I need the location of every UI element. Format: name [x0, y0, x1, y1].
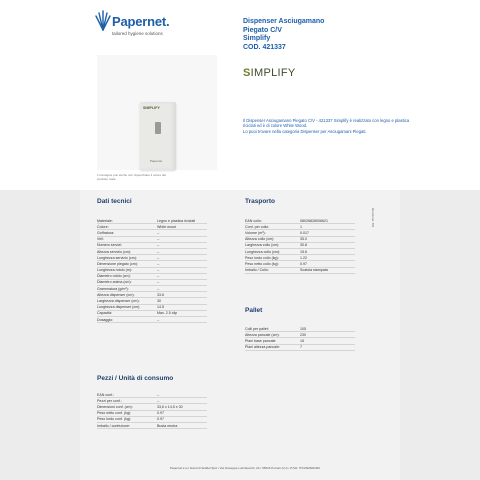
spec-label: Peso lordo collo (kg): — [245, 255, 279, 260]
dispenser-logo: SIMPLIFY — [143, 106, 160, 110]
spec-label: EAN collo: — [245, 218, 262, 223]
spec-value: -- — [157, 243, 160, 248]
trasporto-table — [245, 218, 355, 274]
spec-value: 7 — [300, 345, 302, 350]
spec-value: 230 — [300, 332, 306, 337]
product-code: COD. 421337 — [243, 43, 286, 51]
spec-value: -- — [157, 261, 160, 266]
brand-name: Papernet. — [112, 14, 170, 29]
title-line: Simplify — [243, 35, 271, 42]
spec-value: -- — [157, 274, 160, 279]
simplify-logo-text: IMPLIFY — [250, 67, 296, 79]
pezzi-title: Pezzi / Unità di consumo — [97, 375, 174, 382]
dati-tecnici-title: Dati tecnici — [97, 198, 132, 205]
sunburst-icon — [94, 10, 112, 32]
spec-value: -- — [157, 317, 160, 322]
spec-label: Lunghezza dispenser (cm): — [97, 305, 141, 310]
spec-label: Piani base pancale: — [245, 338, 277, 343]
papernet-logo — [94, 10, 204, 50]
pallet-table — [245, 326, 355, 351]
spec-label: Numero servizi: — [97, 243, 122, 248]
spec-value: -- — [157, 255, 160, 260]
spec-value: 33,6 x 14,5 x 30 — [157, 404, 183, 409]
spec-label: Altezza pancale (cm): — [245, 332, 280, 337]
spec-label: Colore: — [97, 224, 109, 229]
pezzi-table — [97, 392, 207, 429]
spec-label: Peso netto collo (kg): — [245, 261, 279, 266]
spec-value: -- — [157, 268, 160, 273]
spec-label: Grammatura (g/m²): — [97, 286, 129, 291]
spec-label: Dimensione piegato (cm): — [97, 261, 138, 266]
product-title — [243, 18, 423, 52]
spec-label: Peso netto conf. (kg): — [97, 411, 132, 416]
spec-label: Altezza collo (cm): — [245, 237, 275, 242]
spec-label: Lunghezza servizio (cm): — [97, 255, 137, 260]
dispenser-image — [140, 102, 176, 170]
spec-label: Dosaggio: — [97, 317, 114, 322]
spec-value: 0.017 — [300, 230, 309, 235]
spec-label: Diametro rotolo (cm): — [97, 274, 131, 279]
spec-value: -- — [157, 392, 160, 397]
spec-value: -- — [157, 230, 160, 235]
spec-row — [97, 317, 207, 323]
spec-label: Goffratura: — [97, 230, 115, 235]
spec-value: 1.22 — [300, 255, 307, 260]
spec-value: 1 — [300, 224, 302, 229]
product-header — [0, 0, 480, 190]
spec-value: 30 — [157, 299, 161, 304]
spec-label: Lunghezza collo (cm): — [245, 249, 281, 254]
spec-label: Altezza servizio (cm): — [97, 249, 132, 254]
page-footer: Papernet è un brand di Sofidel SpA • Via Giuseppe Lazzareschi, 23 • 55016 Porcari (LU) • P.IVA: IT01392600462 — [170, 466, 320, 470]
spec-value: -- — [157, 237, 160, 242]
spec-row — [245, 268, 355, 274]
spec-value: 33.6 — [157, 292, 164, 297]
spec-label: Conf. per collo: — [245, 224, 270, 229]
spec-value: 35.0 — [300, 237, 307, 242]
spec-label: Larghezza collo (cm): — [245, 243, 280, 248]
spec-label: EAN conf.: — [97, 392, 115, 397]
spec-label: Colli per pallet: — [245, 326, 269, 331]
simplify-line-logo — [243, 67, 296, 79]
spec-label: Imballo / confezione: — [97, 423, 130, 428]
spec-row — [97, 423, 207, 429]
description-paragraph: Lo puoi trovare nella categoria Dispenser per Asciugamani Piegati. — [243, 128, 367, 134]
dati-tecnici-table — [97, 218, 207, 323]
spec-value: Max. 2.5 clip — [157, 311, 178, 316]
spec-value: 30.8 — [300, 243, 307, 248]
spec-value: 14.5 — [157, 305, 164, 310]
spec-value: Legno e plastica riciclati — [157, 218, 196, 223]
dispenser-brand: Papernet — [150, 159, 163, 163]
spec-value: -- — [157, 398, 160, 403]
product-photo — [97, 55, 217, 170]
spec-label: Capacità: — [97, 311, 113, 316]
spec-value: 15 — [300, 338, 304, 343]
spec-value: Busta neutra — [157, 423, 178, 428]
spec-value: -- — [157, 249, 160, 254]
pallet-title: Pallet — [245, 307, 263, 314]
spec-value: Scatola stampata — [300, 268, 328, 273]
title-line: Piegato C/V — [243, 26, 282, 34]
brand-tagline: tailored hygiene solutions — [112, 31, 163, 36]
revision-tag: Revisione: 8% — [371, 208, 375, 228]
title-line: Dispenser Asciugamano — [243, 18, 325, 25]
product-description — [243, 118, 423, 134]
spec-label: Larghezza dispenser (cm): — [97, 299, 140, 304]
trasporto-title: Trasporto — [245, 198, 275, 205]
photo-caption: L'immagine può anche non rispecchiare il colore del prodotto reale. — [97, 173, 166, 181]
spec-label: Volume (m³): — [245, 230, 266, 235]
spec-value: -- — [157, 280, 160, 285]
spec-value: -- — [157, 286, 160, 291]
spec-label: Piani altezza pancale: — [245, 345, 280, 350]
spec-label: Diametro anima (cm): — [97, 280, 132, 285]
spec-label: Imballo / Collo: — [245, 268, 269, 273]
spec-row — [245, 345, 355, 351]
spec-label: Pezzi per conf.: — [97, 398, 122, 403]
spec-value: 0.97 — [157, 417, 164, 422]
spec-label: Materiale: — [97, 218, 113, 223]
description-paragraph: Il Dispenser Asciugamano Piegato C/V - 421337 Simplify è realizzato con legno e plastica riciclati ed è di colore White Wood. — [243, 118, 410, 129]
spec-value: White wood — [157, 224, 176, 229]
dispenser-window — [155, 122, 161, 134]
spec-value: 0.97 — [300, 261, 307, 266]
spec-value: 105 — [300, 326, 306, 331]
spec-label: Altezza dispenser (cm): — [97, 292, 135, 297]
spec-value: 08026828006621 — [300, 218, 328, 223]
simplify-logo-mark: S — [243, 67, 251, 79]
spec-label: Peso lordo conf. (kg): — [97, 417, 132, 422]
spec-label: Lunghezza rotolo (m): — [97, 268, 132, 273]
spec-value: 15.6 — [300, 249, 307, 254]
spec-label: Dimensioni conf. (cm): — [97, 404, 133, 409]
spec-label: Veli: — [97, 237, 104, 242]
spec-value: 0.97 — [157, 411, 164, 416]
